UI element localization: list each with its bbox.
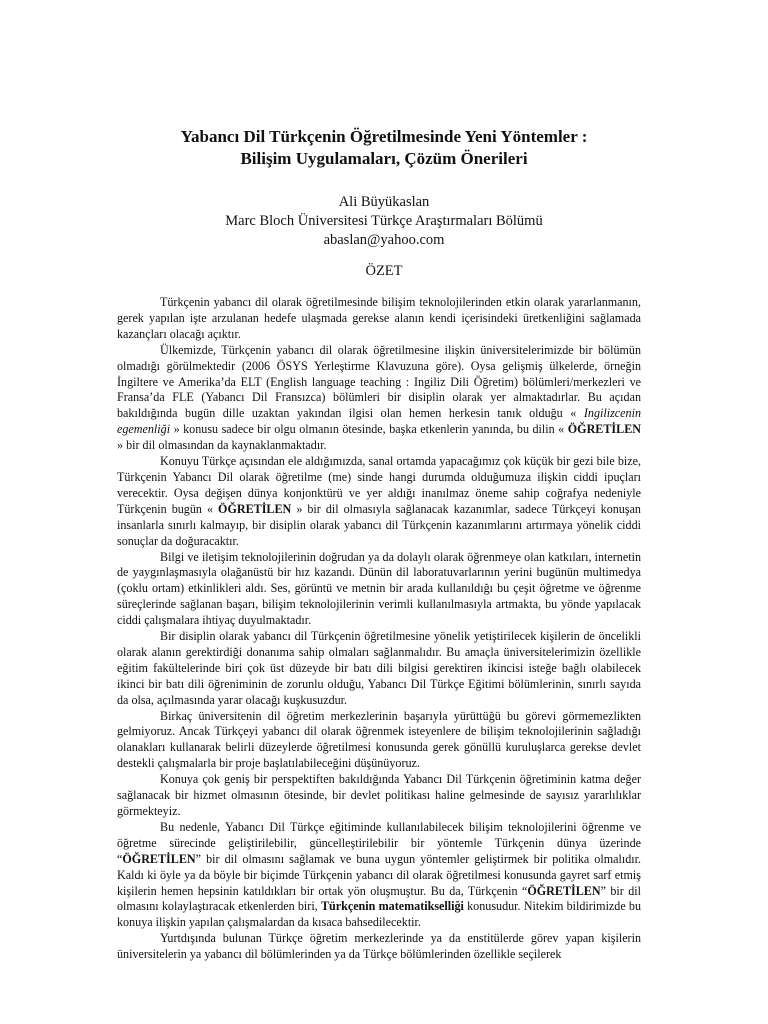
paragraph (117, 629, 641, 709)
bold-term: ÖĞRETİLEN (527, 883, 601, 898)
title-line-1: Yabancı Dil Türkçenin Öğretilmesinde Yeni Yöntemler : (180, 127, 588, 146)
author-block (0, 193, 768, 250)
paper-title (0, 126, 768, 170)
title-line-2: Bilişim Uygulamaları, Çözüm Önerileri (240, 149, 528, 168)
italic-term: Ingilizcenin egemenliği (117, 406, 641, 437)
paragraph (117, 550, 641, 630)
author-name: Ali Büyükaslan (338, 194, 430, 210)
paragraph (117, 709, 641, 773)
abstract-heading: ÖZET (365, 263, 403, 279)
paragraph (117, 454, 641, 549)
paragraph-text: Yurtdışında bulunan Türkçe öğretim merkezlerinde ya da enstitülerde görev yapan kişilerin üniversitelerin ya yabancı dil bölümlerinden ya da Türkçe bölümlerinden özellikle seçilerek (117, 931, 641, 962)
bold-term: Türkçenin matematikselliği (320, 899, 464, 914)
paragraph-text: ” bir dil olmasını sağlamak ve buna uygun yöntemler geliştirmek bir politika olmalıdır. Kaldı ki öyle ya da böyle bir biçimde Türkçenin yabancı dil olarak öğretilmesi konusunda gayret sarf etmiş kişilerin hemen hepsinin katıldıkları bir ortak yön oluşmuştur. Bu da, Türkçenin “ (117, 851, 641, 898)
paragraph-text: Bir disiplin olarak yabancı dil Türkçenin öğretilmesine yönelik yetiştirilecek kişilerin de öncelikli olarak alanın gerektirdiği donanıma sahip olmaları sağlanmalıdır. Bu amaçla üniversitelerimizin özellikle eğitim fakültelerinde biri çok üst düzeyde bir batı dili bilgisi gerektiren ikincisi isteğe bağlı olabilecek ikinci bir batı dili öğreniminin de zorunlu olduğu, Yabancı Dil Türkçe Eğitimi bölümlerinin, sınırlı sayıda da olsa, açılmasında yarar olacağı kuşkusuzdur. (117, 629, 641, 707)
paragraph-text: Birkaç üniversitenin dil öğretim merkezlerinin başarıyla yürüttüğü bu görevi görmemezlikten gelmiyoruz. Ancak Türkçeyi yabancı dil olarak öğrenmek isteyenlere de bilişim teknolojilerinin sağladığı olanakları kullanarak belirli düzeylerde öğretilmesi konusunda gerek gönüllü kuruluşlarca gerekse devlet destekli çalışmalarla bir proje başlatılabileceğini düşünüyoruz. (117, 708, 641, 771)
abstract-body (117, 295, 641, 963)
paragraph-text: Konuyu Türkçe açısından ele aldığımızda, sanal ortamda yapacağımız çok küçük bir gezi bile bize, Türkçenin Yabancı Dil olarak öğretilme (me) sinde hangi durumda olduğumuza ilişkin ciddi ipuçları verecektir. Oysa değişen dünya konjonktürü ve yer aldığı inanılmaz öneme sahip coğrafya nedeniyle Türkçenin bugün « (117, 454, 641, 516)
paragraph-text: » bir dil olmasından da kaynaklanmaktadır. (117, 438, 327, 453)
paragraph-text: Bilgi ve iletişim teknolojilerinin doğrudan ya da dolaylı olarak öğrenmeye olan katkıları, internetin de yaygınlaşmasıyla olağanüstü bir hız kazandı. Dünün dil laboratuvarlarının yerini bugünün multimedya (çoklu ortam) etkinlikleri aldı. Ses, görüntü ve metnin bir arada kullanıldığı bu çeşit öğretme ve öğrenme süreçlerinde sağlanan başarı, bilişim teknolojilerinin verimli kullanılmasıyla artmakta, bu yönde yapılacak ciddi çalışmalara ihtiyaç duyulmaktadır. (117, 549, 641, 628)
paragraph (117, 931, 641, 963)
paragraph-text: ” bir dil olmasını kolaylaştıracak etkenlerden biri, (117, 883, 641, 914)
paragraph (117, 295, 641, 343)
author-email: abaslan@yahoo.com (323, 232, 445, 248)
bold-term: ÖĞRETİLEN (567, 422, 642, 437)
paragraph-text: Konuya çok geniş bir perspektiften bakıldığında Yabancı Dil Türkçenin öğretiminin katma değer sağlanacak bir hizmet olmasının ötesinde, bir devlet politikası haline gelmesinde de sayısız yararlılıklar görmekteyiz. (117, 772, 641, 818)
paragraph (117, 343, 641, 454)
bold-term: ÖĞRETİLEN (122, 851, 196, 866)
paragraph-text: konusudur. Nitekim bildirimizde bu konuya ilişkin yapılan çalışmalardan da kısaca bahsedilecektir. (117, 899, 642, 930)
paragraph-text: » konusu sadece bir olgu olmanın ötesinde, başka etkenlerin yanında, bu dilin « (173, 422, 565, 437)
paragraph (117, 772, 641, 820)
bold-term: ÖĞRETİLEN (218, 501, 292, 516)
paragraph-text: Ülkemizde, Türkçenin yabancı dil olarak öğretilmesine ilişkin üniversitelerimizde bir bölümün olmadığı görülmektedir (2006 ÖSYS Yerleştirme Klavuzuna göre). Oysa gelişmiş ülkelerde, örneğin İngiltere ve Amerika’da ELT (English language teaching : Ingiliz Dili Öğretim) bölümleri/merkezleri ve Fransa’da FLE (Yabancı Dil Fransızca) bölümleri bir disiplin olarak yer almaktadırlar. Bu açıdan bakıldığında bugün dille uzaktan yakından ilgisi olan hemen herkesin tanık olduğu « (117, 342, 641, 421)
paragraph-text: Bu nedenle, Yabancı Dil Türkçe eğitiminde kullanılabilecek bilişim teknolojilerini öğrenme ve öğretme sürecinde geliştirilebilir, güncelleştirilebilir bir yöntemle Türkçenin dünya üzerinde “ (117, 819, 641, 866)
paragraph-text: » bir dil olmasıyla sağlanacak kazanımlar, sadece Türkçeyi konuşan insanlarla sınırlı kalmayıp, bir disiplin olarak yabancı dil Türkçenin kazanımlarını artırmaya yönelik ciddi sonuçlar da doğuracaktır. (117, 501, 641, 548)
paragraph (117, 820, 641, 931)
paragraph-text: Türkçenin yabancı dil olarak öğretilmesinde bilişim teknolojilerinden etkin olarak yararlanmanın, gerek yapılan işte arzulanan hedefe ulaşmada gerekse alanın kendi içerisindeki üretkenliğini sağlamada kazançları olacağı açıktır. (117, 295, 641, 341)
author-affiliation: Marc Bloch Üniversitesi Türkçe Araştırmaları Bölümü (225, 213, 543, 229)
